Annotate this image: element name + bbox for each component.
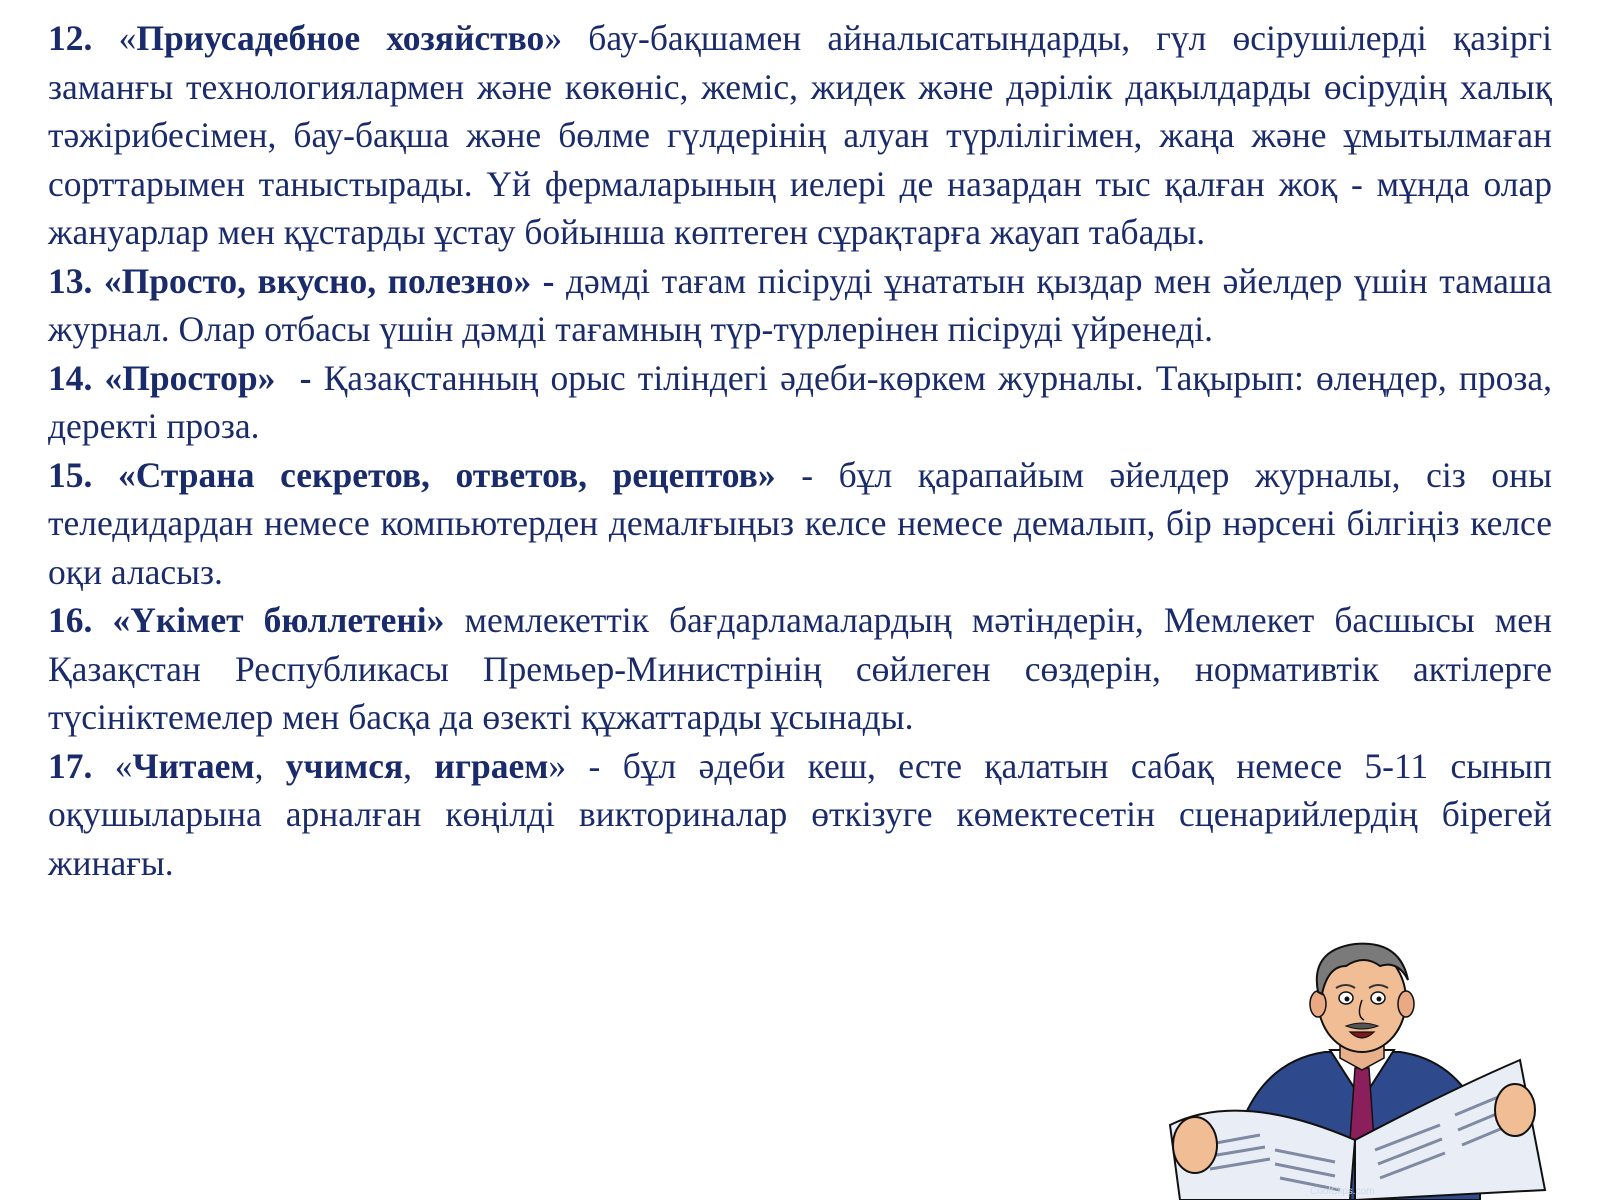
entry-text: мемлекеттік бағдарламалардың мәтіндерін, Мемлекет басшысы мен Қазақстан Республикасы Премьер-Министрінің сөйлеген сөздерін, нормативтік актілерге түсініктемелер мен басқа да өзекті құжаттарды ұсынады. bbox=[48, 600, 1552, 737]
entry-13 bbox=[48, 257, 1552, 354]
entry-14 bbox=[48, 354, 1552, 451]
entry-number: 14. bbox=[48, 357, 93, 398]
close-quote: » bbox=[544, 18, 563, 58]
clipart-watermark: CoolClips.com bbox=[1310, 1186, 1375, 1197]
entry-number: 12. bbox=[48, 18, 93, 58]
magazine-list bbox=[48, 14, 1552, 887]
entry-number: 13. bbox=[48, 260, 93, 301]
entry-title: «Простор» - bbox=[104, 357, 312, 398]
open-quote: « bbox=[118, 18, 137, 58]
open-quote: « bbox=[114, 745, 133, 786]
entry-number: 17. bbox=[48, 745, 93, 786]
entry-16 bbox=[48, 596, 1552, 742]
entry-title-part: учимся bbox=[285, 745, 404, 786]
entry-text: бау-бақшамен айналысатындарды, гүл өсірушілерді қазіргі заманғы технологиялармен және көкөніс, жеміс, жидек және дәрілік дақылдарды өсірудің халық тәжірибесімен, бау-бақша және бөлме гүлдерінің алуан түрлілігімен, жаңа және ұмытылмаған сорттарымен таныстырады. Үй фермаларының иелері де назардан тыс қалған жоқ - мұнда олар жануарлар мен құстарды ұстау бойынша көптеген сұрақтарға жауап табады. bbox=[48, 18, 1553, 252]
man-reading-newspaper-icon bbox=[1150, 940, 1570, 1200]
entry-title: «Просто, вкусно, полезно» - bbox=[103, 260, 555, 301]
entry-title: Приусадебное хозяйство bbox=[136, 18, 545, 58]
entry-title: «Үкімет бюллетені» bbox=[112, 600, 445, 640]
entry-12 bbox=[48, 14, 1552, 257]
entry-text: - бұл қарапайым әйелдер журналы, сіз оны теледидардан немесе компьютерден демалғыңыз келсе немесе демалып, бір нәрсені білгіңіз келсе оқи аласыз. bbox=[48, 454, 1552, 592]
entry-text: Қазақстанның орыс тіліндегі әдеби-көркем журналы. Тақырып: өлеңдер, проза, деректі проза. bbox=[48, 357, 1552, 446]
entry-text: - бұл әдеби кеш, есте қалатын сабақ немесе 5-11 сынып оқушыларына арналған көңілді викториналар өткізуге көмектесетін сценарийлердің бірегей жинағы. bbox=[48, 745, 1552, 883]
entry-number: 15. bbox=[48, 454, 93, 495]
entry-text: дәмді тағам пісіруді ұнататын қыздар мен әйелдер үшін тамаша журнал. Олар отбасы үшін дәмді тағамның түр-түрлерінен пісіруді үйренеді. bbox=[48, 260, 1553, 349]
entry-title: «Страна секретов, ответов, рецептов» bbox=[118, 454, 776, 495]
entry-title-part: играем bbox=[434, 745, 549, 786]
title-separator: , bbox=[403, 745, 435, 786]
entry-15 bbox=[48, 451, 1552, 597]
title-separator: , bbox=[254, 745, 286, 786]
close-quote: » bbox=[548, 745, 567, 786]
entry-title-part: Читаем bbox=[132, 745, 255, 786]
entry-17 bbox=[48, 742, 1552, 888]
entry-number: 16. bbox=[48, 600, 93, 640]
